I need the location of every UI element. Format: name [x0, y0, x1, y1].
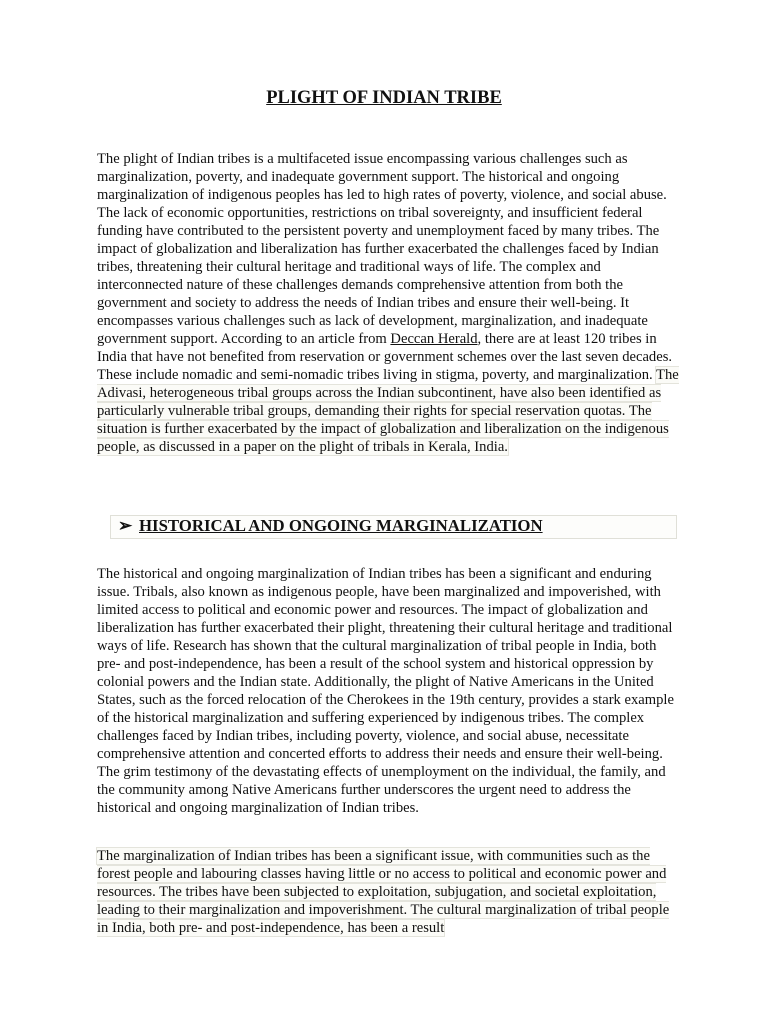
intro-text: The plight of Indian tribes is a multifaceted issue encompassing various challenges such as marginalization, poverty, and inadequate government support. The historical and ongoing marginalization of indigenous peoples has led to high rates of poverty, violence, and social abuse. The lack of economic opportunities, restrictions on tribal sovereignty, and insufficient federal funding have contributed to the persistent poverty and unemployment faced by many tribes. The impact of globalization and liberalization has further exacerbated the challenges faced by Indian tribes, threatening their cultural heritage and traditional ways of life. The complex and interconnected nature of these challenges demands comprehensive attention from both the government and society to address the needs of Indian tribes and ensure their well-being. It encompasses various challenges such as lack of development, marginalization, and inadequate government support. According to an article from	[97, 151, 667, 347]
deccan-herald-link[interactable]: Deccan Herald	[390, 331, 478, 347]
closing-paragraph	[97, 847, 682, 937]
marginalization-paragraph: The historical and ongoing marginalization of Indian tribes has been a significant and enduring issue. Tribals, also known as indigenous people, have been marginalized and impoverished, with limited access to political and economic power and resources. The impact of globalization and liberalization has further exacerbated their plight, threatening their cultural heritage and traditional ways of life. Research has shown that the cultural marginalization of tribal people in India, both pre- and post-independence, has been a result of the school system and historical oppression by colonial powers and the Indian state. Additionally, the plight of Native Americans in the United States, such as the forced relocation of the Cherokees in the 19th century, provides a stark example of the historical marginalization and suffering experienced by indigenous tribes. The complex challenges faced by Indian tribes, including poverty, violence, and social abuse, necessitate comprehensive attention and concerted efforts to address their needs and ensure their well-being. The grim testimony of the devastating effects of unemployment on the individual, the family, and the community among Native Americans further underscores the urgent need to address the historical and ongoing marginalization of Indian tribes.	[97, 566, 674, 816]
intro-paragraph	[97, 150, 682, 456]
highlighted-closing-text: The marginalization of Indian tribes has been a significant issue, with communities such as the forest people and labouring classes having little or no access to political and economic power and resources. The tribes have been subjected to exploitation, subjugation, and societal exploitation, leading to their marginalization and impoverishment. The cultural marginalization of tribal people in India, both pre- and post-independence, has been a result	[97, 848, 670, 936]
highlighted-passage: The Adivasi, heterogeneous tribal groups across the Indian subcontinent, have also been identified as particularly vulnerable tribal groups, demanding their rights for special reservation quotas. The situation is further exacerbated by the impact of globalization and liberalization on the indigenous people, as discussed in a paper on the plight of tribals in Kerala, India.	[97, 367, 679, 455]
page-title: PLIGHT OF INDIAN TRIBE	[266, 88, 502, 108]
section-heading: HISTORICAL AND ONGOING MARGINALIZATION	[139, 516, 543, 535]
arrow-bullet-icon: ➢	[118, 516, 133, 535]
intro-text-continued: , there are at least 120 tribes in India that have not benefited from reservation or government schemes over the last seven decades. These include nomadic and semi-nomadic tribes living in stigma, poverty, and marginalization.	[97, 331, 673, 383]
